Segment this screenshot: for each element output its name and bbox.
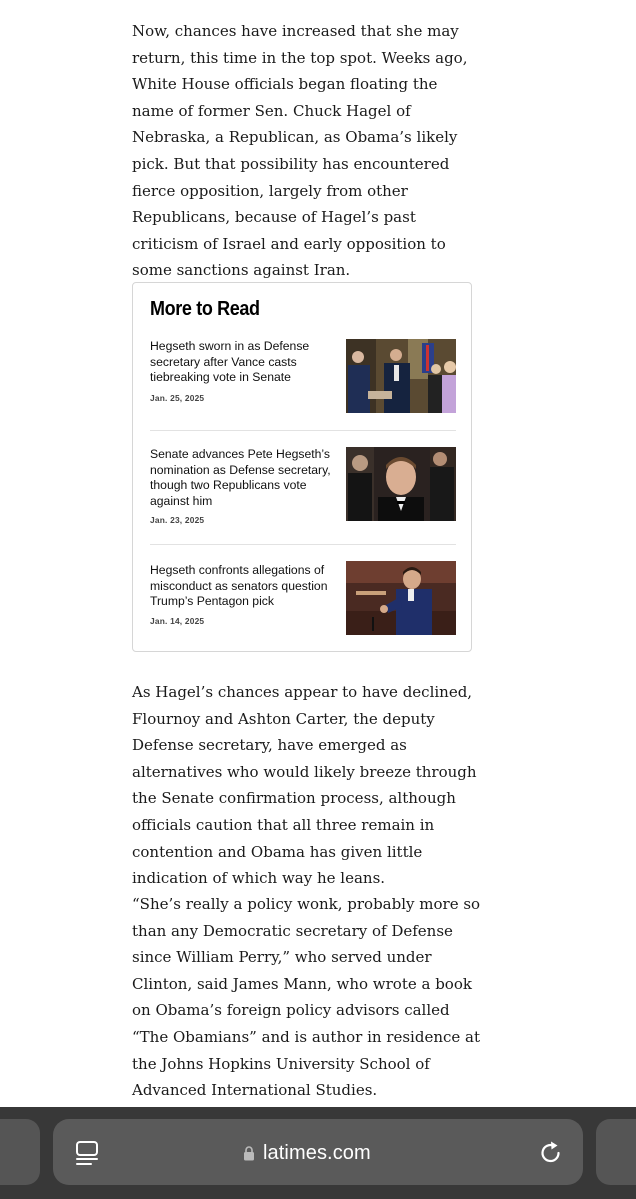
article-paragraph-3: “She’s really a policy wonk, probably more so than any Democratic secretary of Defense since William Perry,” who served under Clinton, said James Mann, who wrote a book on Obama’s foreign policy advisors called “The Obamians” and is author in residence at the Johns Hopkins University School of Advanced International Studies. bbox=[132, 895, 481, 1100]
address-bar[interactable] bbox=[53, 1119, 583, 1185]
more-to-read-item-title[interactable]: Hegseth confronts allegations of misconduct as senators question Trump’s Pentagon pick bbox=[150, 563, 328, 609]
url-display[interactable] bbox=[243, 1141, 371, 1165]
lock-icon bbox=[243, 1146, 255, 1161]
swearing-in-photo bbox=[346, 339, 456, 413]
more-to-read-item-thumbnail[interactable] bbox=[346, 447, 456, 521]
divider bbox=[150, 544, 456, 545]
more-to-read-item-date: Jan. 23, 2025 bbox=[150, 515, 205, 525]
more-to-read-item-thumbnail[interactable] bbox=[346, 339, 456, 413]
divider bbox=[150, 430, 456, 431]
tabs-overview-icon[interactable] bbox=[75, 1140, 101, 1166]
more-to-read-item-date: Jan. 25, 2025 bbox=[150, 393, 205, 403]
article-paragraph-1: Now, chances have increased that she may return, this time in the top spot. Weeks ago, White House officials began floating the name of former Sen. Chuck Hagel of Nebraska, a Republican, as Obama’s likely pick. But that possibility has encountered fierce opposition, largely from other Republicans, because of Hagel’s past criticism of Israel and early opposition to some sanctions against Iran. bbox=[132, 22, 468, 280]
more-to-read-item[interactable] bbox=[150, 339, 456, 419]
url-text[interactable]: latimes.com bbox=[263, 1141, 371, 1164]
reload-icon[interactable] bbox=[538, 1140, 564, 1166]
more-to-read-item-date: Jan. 14, 2025 bbox=[150, 616, 205, 626]
more-to-read-item-title[interactable]: Hegseth sworn in as Defense secretary after Vance casts tiebreaking vote in Senate bbox=[150, 339, 310, 385]
more-to-read-item-thumbnail[interactable] bbox=[346, 561, 456, 635]
hegseth-portrait-photo bbox=[346, 447, 456, 521]
more-to-read-module bbox=[132, 282, 472, 652]
more-to-read-item-title[interactable]: Senate advances Pete Hegseth’s nomination as Defense secretary, though two Republicans vote against him bbox=[150, 447, 331, 508]
next-tab-preview[interactable] bbox=[596, 1119, 636, 1185]
more-to-read-item[interactable] bbox=[150, 561, 456, 637]
article-paragraph-2: As Hagel’s chances appear to have declined, Flournoy and Ashton Carter, the deputy Defense secretary, have emerged as alternatives who would likely breeze through the Senate confirmation process, although officials caution that all three remain in contention and Obama has given little indication of which way he leans. bbox=[132, 683, 477, 888]
more-to-read-heading: More to Read bbox=[150, 298, 260, 320]
browser-toolbar bbox=[0, 1107, 636, 1199]
previous-tab-preview[interactable] bbox=[0, 1119, 40, 1185]
senate-hearing-photo bbox=[346, 561, 456, 635]
more-to-read-item[interactable] bbox=[150, 447, 456, 531]
